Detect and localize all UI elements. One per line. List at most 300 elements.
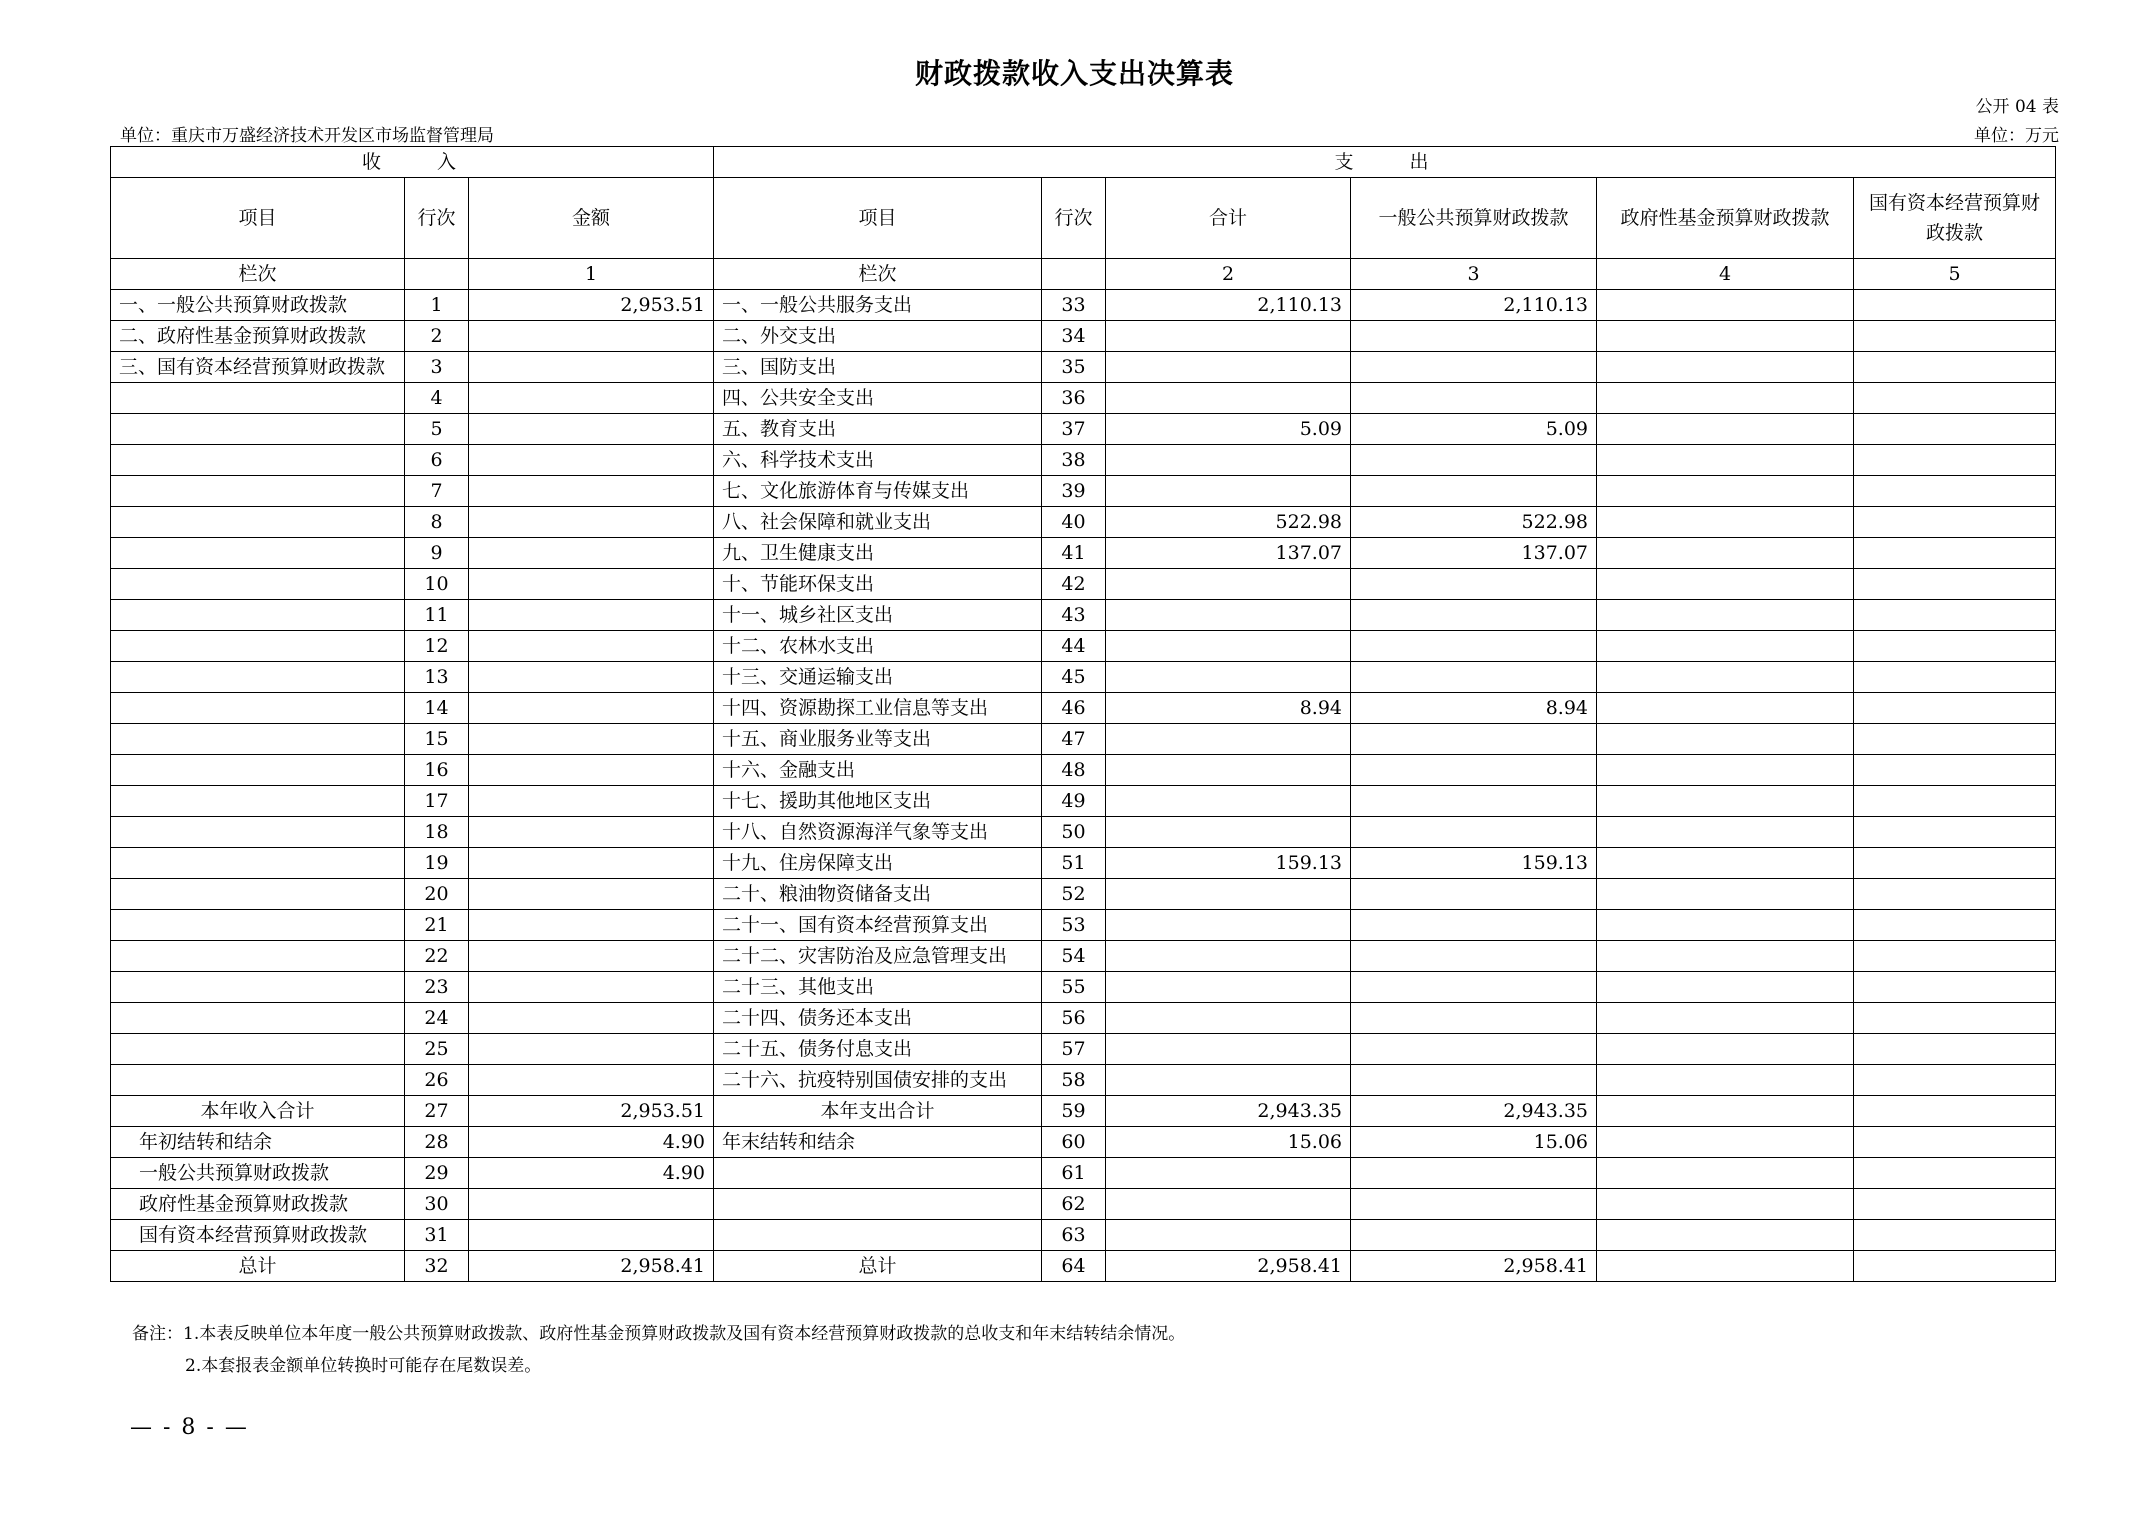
expense-item: 十四、资源勘探工业信息等支出 bbox=[714, 693, 1042, 724]
expense-total bbox=[1106, 321, 1351, 352]
table-row bbox=[111, 693, 2056, 724]
expense-item: 二十一、国有资本经营预算支出 bbox=[714, 910, 1042, 941]
income-amount bbox=[469, 662, 714, 693]
income-amount bbox=[469, 414, 714, 445]
expense-state-capital bbox=[1854, 352, 2056, 383]
line-no: 24 bbox=[405, 1003, 469, 1034]
expense-total bbox=[1106, 352, 1351, 383]
expense-general bbox=[1351, 631, 1597, 662]
blank-cell bbox=[1854, 1158, 2056, 1189]
expense-general bbox=[1351, 817, 1597, 848]
expense-gov-fund bbox=[1597, 724, 1854, 755]
expense-general bbox=[1351, 662, 1597, 693]
general-budget-header: 一般公共预算财政拨款 bbox=[1351, 178, 1597, 259]
line-no: 62 bbox=[1042, 1189, 1106, 1220]
line-no: 54 bbox=[1042, 941, 1106, 972]
income-amount: 2,958.41 bbox=[469, 1251, 714, 1282]
expense-total bbox=[1106, 631, 1351, 662]
grand-total-row bbox=[111, 1251, 2056, 1282]
expense-gov-fund bbox=[1597, 631, 1854, 662]
table-row bbox=[111, 352, 2056, 383]
table-row bbox=[111, 290, 2056, 321]
line-no: 47 bbox=[1042, 724, 1106, 755]
blank-cell bbox=[1042, 259, 1106, 290]
income-item bbox=[111, 383, 405, 414]
expense-general bbox=[1351, 321, 1597, 352]
expense-total bbox=[1106, 662, 1351, 693]
income-amount bbox=[469, 321, 714, 352]
expense-gov-fund bbox=[1597, 941, 1854, 972]
expense-state-capital bbox=[1854, 1034, 2056, 1065]
income-amount bbox=[469, 786, 714, 817]
expense-item: 四、公共安全支出 bbox=[714, 383, 1042, 414]
page-title: 财政拨款收入支出决算表 bbox=[914, 57, 1234, 90]
line-no: 59 bbox=[1042, 1096, 1106, 1127]
blank-cell bbox=[1854, 1251, 2056, 1282]
blank-cell bbox=[1597, 1096, 1854, 1127]
end-carry-label: 年末结转和结余 bbox=[714, 1127, 1042, 1158]
expense-state-capital bbox=[1854, 1065, 2056, 1096]
begin-fund-label: 政府性基金预算财政拨款 bbox=[111, 1189, 405, 1220]
expense-gov-fund bbox=[1597, 507, 1854, 538]
line-no: 43 bbox=[1042, 600, 1106, 631]
expense-total bbox=[1106, 910, 1351, 941]
line-no: 1 bbox=[405, 290, 469, 321]
income-amount bbox=[469, 1034, 714, 1065]
income-item bbox=[111, 662, 405, 693]
expense-state-capital bbox=[1854, 414, 2056, 445]
reporting-unit: 单位：重庆市万盛经济技术开发区市场监督管理局 bbox=[120, 126, 494, 146]
line-no: 31 bbox=[405, 1220, 469, 1251]
income-amount bbox=[469, 352, 714, 383]
expense-state-capital bbox=[1854, 538, 2056, 569]
line-no: 39 bbox=[1042, 476, 1106, 507]
table-row bbox=[111, 569, 2056, 600]
income-amount-header: 金额 bbox=[469, 178, 714, 259]
expense-gov-fund bbox=[1597, 569, 1854, 600]
income-item: 三、国有资本经营预算财政拨款 bbox=[111, 352, 405, 383]
income-amount bbox=[469, 600, 714, 631]
expense-general bbox=[1351, 1003, 1597, 1034]
line-no: 18 bbox=[405, 817, 469, 848]
income-item bbox=[111, 693, 405, 724]
expense-line-header: 行次 bbox=[1042, 178, 1106, 259]
line-no: 27 bbox=[405, 1096, 469, 1127]
expense-state-capital bbox=[1854, 1003, 2056, 1034]
line-no: 36 bbox=[1042, 383, 1106, 414]
income-amount bbox=[469, 910, 714, 941]
expense-total: 2,943.35 bbox=[1106, 1096, 1351, 1127]
income-item bbox=[111, 910, 405, 941]
expense-item: 十、节能环保支出 bbox=[714, 569, 1042, 600]
blank-cell bbox=[405, 259, 469, 290]
expense-gov-fund bbox=[1597, 1034, 1854, 1065]
income-amount bbox=[469, 972, 714, 1003]
gov-fund-header: 政府性基金预算财政拨款 bbox=[1597, 178, 1854, 259]
line-no: 51 bbox=[1042, 848, 1106, 879]
table-row bbox=[111, 600, 2056, 631]
line-no: 46 bbox=[1042, 693, 1106, 724]
income-item bbox=[111, 755, 405, 786]
expense-item: 二十四、债务还本支出 bbox=[714, 1003, 1042, 1034]
expense-total bbox=[1106, 383, 1351, 414]
expense-total bbox=[1106, 600, 1351, 631]
table-row bbox=[111, 383, 2056, 414]
expense-general bbox=[1351, 1065, 1597, 1096]
grand-expense-label: 总计 bbox=[714, 1251, 1042, 1282]
column-header-row bbox=[111, 178, 2056, 259]
line-no: 52 bbox=[1042, 879, 1106, 910]
expense-total bbox=[1106, 786, 1351, 817]
table-row bbox=[111, 631, 2056, 662]
table-row bbox=[111, 817, 2056, 848]
expense-item: 十六、金融支出 bbox=[714, 755, 1042, 786]
expense-total: 522.98 bbox=[1106, 507, 1351, 538]
expense-total bbox=[1106, 1034, 1351, 1065]
income-section-header: 收 入 bbox=[111, 147, 714, 178]
line-no: 19 bbox=[405, 848, 469, 879]
line-no: 9 bbox=[405, 538, 469, 569]
page-number: — - 8 - — bbox=[130, 1415, 249, 1440]
line-no: 13 bbox=[405, 662, 469, 693]
income-item bbox=[111, 972, 405, 1003]
expense-item: 二十六、抗疫特别国债安排的支出 bbox=[714, 1065, 1042, 1096]
carryover-fund-row bbox=[111, 1189, 2056, 1220]
expense-state-capital bbox=[1854, 476, 2056, 507]
expense-total: 2,958.41 bbox=[1106, 1251, 1351, 1282]
table-row bbox=[111, 755, 2056, 786]
expense-general: 8.94 bbox=[1351, 693, 1597, 724]
blank-cell bbox=[1854, 1220, 2056, 1251]
line-no: 48 bbox=[1042, 755, 1106, 786]
col-index-1: 1 bbox=[469, 259, 714, 290]
expense-gov-fund bbox=[1597, 910, 1854, 941]
blank-cell bbox=[1351, 1220, 1597, 1251]
line-no: 28 bbox=[405, 1127, 469, 1158]
income-total-label: 本年收入合计 bbox=[111, 1096, 405, 1127]
expense-general bbox=[1351, 569, 1597, 600]
income-amount bbox=[469, 848, 714, 879]
expense-state-capital bbox=[1854, 879, 2056, 910]
footnotes bbox=[132, 1318, 1185, 1382]
income-item bbox=[111, 941, 405, 972]
expense-general bbox=[1351, 786, 1597, 817]
expense-gov-fund bbox=[1597, 538, 1854, 569]
expense-item: 二十二、灾害防治及应急管理支出 bbox=[714, 941, 1042, 972]
expense-state-capital bbox=[1854, 817, 2056, 848]
expense-gov-fund bbox=[1597, 600, 1854, 631]
expense-total: 159.13 bbox=[1106, 848, 1351, 879]
income-item bbox=[111, 786, 405, 817]
blank-cell bbox=[1597, 1189, 1854, 1220]
expense-gov-fund bbox=[1597, 755, 1854, 786]
income-line-header: 行次 bbox=[405, 178, 469, 259]
expense-item: 十三、交通运输支出 bbox=[714, 662, 1042, 693]
income-amount bbox=[469, 693, 714, 724]
income-amount bbox=[469, 507, 714, 538]
expense-total bbox=[1106, 817, 1351, 848]
note-1: 备注：1.本表反映单位本年度一般公共预算财政拨款、政府性基金预算财政拨款及国有资本经营预算财政拨款的总收支和年末结转结余情况。 bbox=[132, 1324, 1186, 1344]
income-item bbox=[111, 445, 405, 476]
expense-state-capital bbox=[1854, 662, 2056, 693]
table-row bbox=[111, 879, 2056, 910]
line-no: 11 bbox=[405, 600, 469, 631]
expense-gov-fund bbox=[1597, 352, 1854, 383]
income-amount bbox=[469, 1065, 714, 1096]
expense-total: 5.09 bbox=[1106, 414, 1351, 445]
expense-total bbox=[1106, 724, 1351, 755]
expense-gov-fund bbox=[1597, 848, 1854, 879]
expense-gov-fund bbox=[1597, 662, 1854, 693]
table-row bbox=[111, 910, 2056, 941]
income-item bbox=[111, 538, 405, 569]
expense-state-capital bbox=[1854, 290, 2056, 321]
line-no: 12 bbox=[405, 631, 469, 662]
income-amount bbox=[469, 476, 714, 507]
expense-item: 二十五、债务付息支出 bbox=[714, 1034, 1042, 1065]
income-amount bbox=[469, 569, 714, 600]
expense-gov-fund bbox=[1597, 476, 1854, 507]
line-no: 44 bbox=[1042, 631, 1106, 662]
col-index-5: 5 bbox=[1854, 259, 2056, 290]
table-row bbox=[111, 321, 2056, 352]
expense-item: 六、科学技术支出 bbox=[714, 445, 1042, 476]
income-amount: 4.90 bbox=[469, 1127, 714, 1158]
expense-total bbox=[1106, 569, 1351, 600]
expense-item: 九、卫生健康支出 bbox=[714, 538, 1042, 569]
expense-gov-fund bbox=[1597, 786, 1854, 817]
expense-item: 五、教育支出 bbox=[714, 414, 1042, 445]
expense-state-capital bbox=[1854, 383, 2056, 414]
fiscal-appropriation-table bbox=[110, 146, 2056, 1282]
expense-total: 8.94 bbox=[1106, 693, 1351, 724]
expense-gov-fund bbox=[1597, 383, 1854, 414]
line-no: 17 bbox=[405, 786, 469, 817]
blank-cell bbox=[469, 1220, 714, 1251]
income-item: 一、一般公共预算财政拨款 bbox=[111, 290, 405, 321]
blank-cell bbox=[714, 1220, 1042, 1251]
line-no: 26 bbox=[405, 1065, 469, 1096]
income-amount bbox=[469, 755, 714, 786]
expense-general: 2,110.13 bbox=[1351, 290, 1597, 321]
blank-cell bbox=[1351, 1189, 1597, 1220]
expense-state-capital bbox=[1854, 910, 2056, 941]
income-amount: 2,953.51 bbox=[469, 1096, 714, 1127]
line-no: 50 bbox=[1042, 817, 1106, 848]
expense-item: 三、国防支出 bbox=[714, 352, 1042, 383]
line-no: 8 bbox=[405, 507, 469, 538]
table-row bbox=[111, 414, 2056, 445]
expense-item: 二、外交支出 bbox=[714, 321, 1042, 352]
expense-state-capital bbox=[1854, 445, 2056, 476]
expense-state-capital bbox=[1854, 786, 2056, 817]
income-amount bbox=[469, 817, 714, 848]
income-amount bbox=[469, 941, 714, 972]
expense-total-header: 合计 bbox=[1106, 178, 1351, 259]
line-no: 25 bbox=[405, 1034, 469, 1065]
income-amount bbox=[469, 1003, 714, 1034]
expense-total bbox=[1106, 879, 1351, 910]
col-index-2: 2 bbox=[1106, 259, 1351, 290]
expense-gov-fund bbox=[1597, 445, 1854, 476]
income-amount bbox=[469, 724, 714, 755]
line-no: 2 bbox=[405, 321, 469, 352]
table-row bbox=[111, 1065, 2056, 1096]
line-no: 38 bbox=[1042, 445, 1106, 476]
expense-item: 十一、城乡社区支出 bbox=[714, 600, 1042, 631]
expense-total-label: 本年支出合计 bbox=[714, 1096, 1042, 1127]
expense-item: 二十三、其他支出 bbox=[714, 972, 1042, 1003]
income-item bbox=[111, 414, 405, 445]
line-no: 32 bbox=[405, 1251, 469, 1282]
line-no: 40 bbox=[1042, 507, 1106, 538]
section-header-row bbox=[111, 147, 2056, 178]
expense-total bbox=[1106, 476, 1351, 507]
blank-cell bbox=[1854, 1096, 2056, 1127]
col-index-3: 3 bbox=[1351, 259, 1597, 290]
expense-general bbox=[1351, 941, 1597, 972]
line-no: 34 bbox=[1042, 321, 1106, 352]
expense-state-capital bbox=[1854, 848, 2056, 879]
expense-gov-fund bbox=[1597, 414, 1854, 445]
grand-income-label: 总计 bbox=[111, 1251, 405, 1282]
expense-general bbox=[1351, 972, 1597, 1003]
income-amount bbox=[469, 631, 714, 662]
expense-state-capital bbox=[1854, 631, 2056, 662]
expense-col-label: 栏次 bbox=[714, 259, 1042, 290]
expense-general bbox=[1351, 755, 1597, 786]
line-no: 64 bbox=[1042, 1251, 1106, 1282]
table-row bbox=[111, 1003, 2056, 1034]
table-row bbox=[111, 538, 2056, 569]
blank-cell bbox=[1597, 1127, 1854, 1158]
expense-general bbox=[1351, 1034, 1597, 1065]
table-row bbox=[111, 445, 2056, 476]
income-item bbox=[111, 600, 405, 631]
blank-cell bbox=[1854, 1127, 2056, 1158]
begin-capital-label: 国有资本经营预算财政拨款 bbox=[111, 1220, 405, 1251]
line-no: 7 bbox=[405, 476, 469, 507]
table-row bbox=[111, 724, 2056, 755]
column-index-row bbox=[111, 259, 2056, 290]
line-no: 30 bbox=[405, 1189, 469, 1220]
state-capital-header: 国有资本经营预算财政拨款 bbox=[1854, 178, 2056, 259]
income-item bbox=[111, 1034, 405, 1065]
expense-state-capital bbox=[1854, 600, 2056, 631]
expense-item: 二十、粮油物资储备支出 bbox=[714, 879, 1042, 910]
line-no: 29 bbox=[405, 1158, 469, 1189]
blank-cell bbox=[1597, 1220, 1854, 1251]
line-no: 58 bbox=[1042, 1065, 1106, 1096]
expense-item: 十五、商业服务业等支出 bbox=[714, 724, 1042, 755]
income-item bbox=[111, 476, 405, 507]
expense-state-capital bbox=[1854, 724, 2056, 755]
expense-total: 137.07 bbox=[1106, 538, 1351, 569]
income-item bbox=[111, 1065, 405, 1096]
line-no: 10 bbox=[405, 569, 469, 600]
line-no: 60 bbox=[1042, 1127, 1106, 1158]
blank-cell bbox=[1351, 1158, 1597, 1189]
form-code: 公开 04 表 bbox=[1975, 97, 2059, 117]
expense-general bbox=[1351, 445, 1597, 476]
expense-item: 十九、住房保障支出 bbox=[714, 848, 1042, 879]
income-item bbox=[111, 631, 405, 662]
line-no: 20 bbox=[405, 879, 469, 910]
income-amount: 2,953.51 bbox=[469, 290, 714, 321]
note-2: 2.本套报表金额单位转换时可能存在尾数误差。 bbox=[185, 1356, 542, 1376]
expense-general bbox=[1351, 724, 1597, 755]
expense-total bbox=[1106, 941, 1351, 972]
line-no: 56 bbox=[1042, 1003, 1106, 1034]
table-row bbox=[111, 507, 2056, 538]
expense-item: 一、一般公共服务支出 bbox=[714, 290, 1042, 321]
expense-gov-fund bbox=[1597, 1003, 1854, 1034]
line-no: 16 bbox=[405, 755, 469, 786]
line-no: 57 bbox=[1042, 1034, 1106, 1065]
income-item bbox=[111, 724, 405, 755]
line-no: 53 bbox=[1042, 910, 1106, 941]
expense-general bbox=[1351, 476, 1597, 507]
expense-item-header: 项目 bbox=[714, 178, 1042, 259]
expense-item: 十八、自然资源海洋气象等支出 bbox=[714, 817, 1042, 848]
begin-general-label: 一般公共预算财政拨款 bbox=[111, 1158, 405, 1189]
line-no: 14 bbox=[405, 693, 469, 724]
expense-state-capital bbox=[1854, 972, 2056, 1003]
expense-section-header: 支 出 bbox=[714, 147, 2056, 178]
line-no: 49 bbox=[1042, 786, 1106, 817]
blank-cell bbox=[714, 1189, 1042, 1220]
table-row bbox=[111, 1034, 2056, 1065]
line-no: 42 bbox=[1042, 569, 1106, 600]
expense-gov-fund bbox=[1597, 879, 1854, 910]
expense-total bbox=[1106, 972, 1351, 1003]
table-row bbox=[111, 662, 2056, 693]
currency-unit: 单位：万元 bbox=[1974, 126, 2059, 146]
line-no: 15 bbox=[405, 724, 469, 755]
expense-total bbox=[1106, 445, 1351, 476]
expense-state-capital bbox=[1854, 569, 2056, 600]
table-row bbox=[111, 786, 2056, 817]
carryover-general-row bbox=[111, 1158, 2056, 1189]
line-no: 33 bbox=[1042, 290, 1106, 321]
expense-item: 十二、农林水支出 bbox=[714, 631, 1042, 662]
carryover-capital-row bbox=[111, 1220, 2056, 1251]
income-item: 二、政府性基金预算财政拨款 bbox=[111, 321, 405, 352]
line-no: 61 bbox=[1042, 1158, 1106, 1189]
expense-total: 2,110.13 bbox=[1106, 290, 1351, 321]
expense-general: 137.07 bbox=[1351, 538, 1597, 569]
blank-cell bbox=[1854, 1189, 2056, 1220]
expense-state-capital bbox=[1854, 507, 2056, 538]
table-row bbox=[111, 848, 2056, 879]
expense-state-capital bbox=[1854, 755, 2056, 786]
income-amount bbox=[469, 383, 714, 414]
table-row bbox=[111, 972, 2056, 1003]
expense-general bbox=[1351, 600, 1597, 631]
line-no: 4 bbox=[405, 383, 469, 414]
expense-gov-fund bbox=[1597, 1065, 1854, 1096]
expense-item: 八、社会保障和就业支出 bbox=[714, 507, 1042, 538]
income-item bbox=[111, 1003, 405, 1034]
expense-state-capital bbox=[1854, 693, 2056, 724]
expense-state-capital bbox=[1854, 941, 2056, 972]
carryover-row bbox=[111, 1127, 2056, 1158]
col-index-4: 4 bbox=[1597, 259, 1854, 290]
annual-total-row bbox=[111, 1096, 2056, 1127]
expense-item: 七、文化旅游体育与传媒支出 bbox=[714, 476, 1042, 507]
line-no: 21 bbox=[405, 910, 469, 941]
expense-general bbox=[1351, 879, 1597, 910]
